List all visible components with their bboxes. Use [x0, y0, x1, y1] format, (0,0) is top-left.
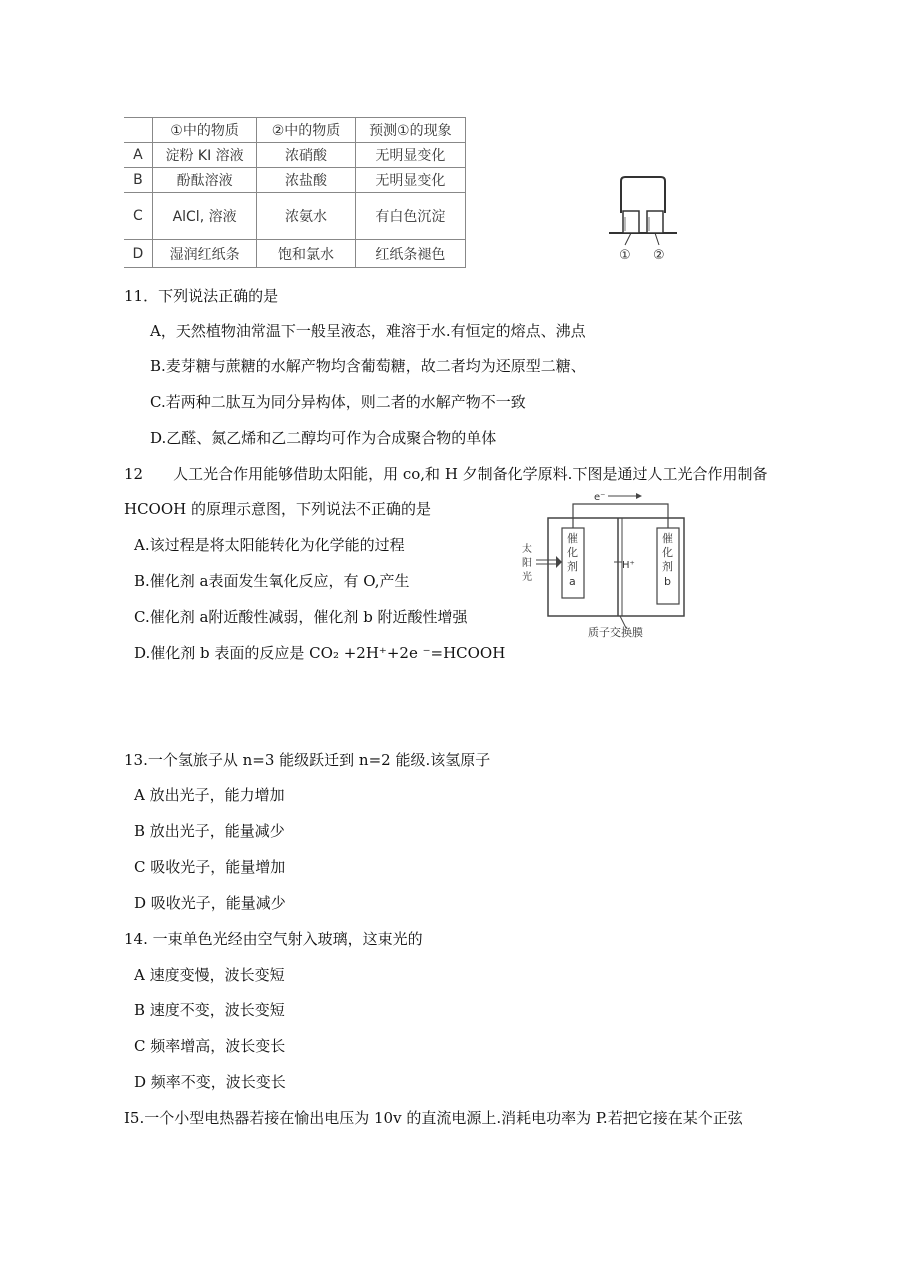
q11-option-a: A，天然植物油常温下一般呈液态，难溶于水.有恒定的熔点、沸点: [150, 322, 586, 340]
electron-label: e⁻: [594, 492, 606, 503]
q12-option-d: D.催化剂 b 表面的反应是 CO₂ +2H⁺+2e ⁻=HCOOH: [134, 644, 506, 662]
table-header-cell: ②中的物质: [257, 118, 355, 143]
q12-stem-line1: 12 人工光合作用能够借助太阳能，用 co,和 H 夕制备化学原料.下图是通过人工光合作用制备: [124, 465, 768, 483]
beaker-outline: [621, 177, 665, 213]
sunlight-char: 光: [522, 572, 532, 583]
table-header-cell: ①中的物质: [152, 118, 256, 143]
q11-stem: 11．下列说法正确的是: [124, 287, 279, 305]
table-cell: C: [124, 193, 152, 240]
label-1: ①: [619, 248, 631, 263]
q14-option-a: A 速度变慢，波长变短: [134, 966, 285, 984]
table-cell: 红纸条褪色: [355, 240, 465, 268]
q12-option-b: B.催化剂 a表面发生氧化反应，有 O,产生: [134, 572, 410, 590]
q15-stem: I5.一个小型电热器若接在愉出电压为 10v 的直流电源上.消耗电功率为 P.若把它接在某个正弦: [124, 1109, 743, 1127]
table-cell: 饱和氯水: [257, 240, 355, 268]
q13-option-a: A 放出光子，能力增加: [134, 786, 285, 804]
table-row: [124, 240, 466, 268]
table-cell: 无明显变化: [355, 168, 465, 193]
table-row: [124, 143, 466, 168]
q11-option-c: C.若两种二肽互为同分异构体，则二者的水解产物不一致: [150, 393, 526, 411]
q14-option-c: C 频率增高，波长变长: [134, 1037, 286, 1055]
wire: [573, 504, 668, 528]
table-cell: 酚酞溶液: [152, 168, 256, 193]
q12-stem-line2: HCOOH 的原理示意图，下列说法不正确的是: [124, 500, 432, 518]
q12-option-a: A.该过程是将太阳能转化为化学能的过程: [134, 536, 405, 554]
membrane-label: 质子交换膜: [588, 626, 643, 639]
table-header-cell: [124, 118, 152, 143]
table-cell: 浓盐酸: [257, 168, 355, 193]
table-row: [124, 168, 466, 193]
catalyst-a-char: 化: [567, 546, 578, 559]
table-header-cell: 预测①的现象: [355, 118, 465, 143]
beaker-diagram: [605, 175, 685, 265]
q14-option-b: B 速度不变，波长变短: [134, 1001, 285, 1019]
table-row: [124, 193, 466, 240]
q11-option-b: B.麦芽糖与蔗糖的水解产物均含葡萄糖，故二者均为还原型二糖、: [150, 357, 586, 375]
catalyst-b-char: 剂: [662, 560, 673, 573]
table-cell: B: [124, 168, 152, 193]
photosynthesis-diagram: [518, 490, 698, 640]
table-cell: 淀粉 KI 溶液: [152, 143, 256, 168]
q13-option-d: D 吸收光子，能量减少: [134, 894, 286, 912]
q12-option-c: C.催化剂 a附近酸性减弱，催化剂 b 附近酸性增强: [134, 608, 468, 626]
q13-option-c: C 吸收光子，能量增加: [134, 858, 286, 876]
proton-label: H⁺: [622, 560, 635, 571]
q13-option-b: B 放出光子，能量减少: [134, 822, 285, 840]
q13-stem: 13.一个氢旅子从 n=3 能级跃迁到 n=2 能级.该氢原子: [124, 751, 491, 769]
sunlight-char: 太: [522, 544, 532, 555]
q14-option-d: D 频率不变，波长变长: [134, 1073, 286, 1091]
catalyst-a-char: 催: [567, 532, 578, 545]
catalyst-a-char: 剂: [567, 560, 578, 573]
q14-stem: 14. 一束单色光经由空气射入玻璃，这束光的: [124, 930, 423, 948]
catalyst-b-char: 催: [662, 532, 673, 545]
table-cell: D: [124, 240, 152, 268]
table-cell: 浓硝酸: [257, 143, 355, 168]
table-cell: AlCl, 溶液: [152, 193, 256, 240]
sunlight-char: 阳: [522, 558, 532, 569]
table-header-row: [124, 118, 466, 143]
table-cell: 有白色沉淀: [355, 193, 465, 240]
table-cell: 无明显变化: [355, 143, 465, 168]
table-cell: 浓氨水: [257, 193, 355, 240]
catalyst-b-char: 化: [662, 546, 673, 559]
catalyst-b-char: b: [664, 575, 671, 588]
table-cell: 湿润红纸条: [152, 240, 256, 268]
reagent-table: [124, 117, 466, 268]
catalyst-a-char: a: [569, 575, 576, 588]
table-cell: A: [124, 143, 152, 168]
label-2: ②: [653, 248, 665, 263]
q11-option-d: D.乙醛、氮乙烯和乙二醇均可作为合成聚合物的单体: [150, 429, 497, 447]
